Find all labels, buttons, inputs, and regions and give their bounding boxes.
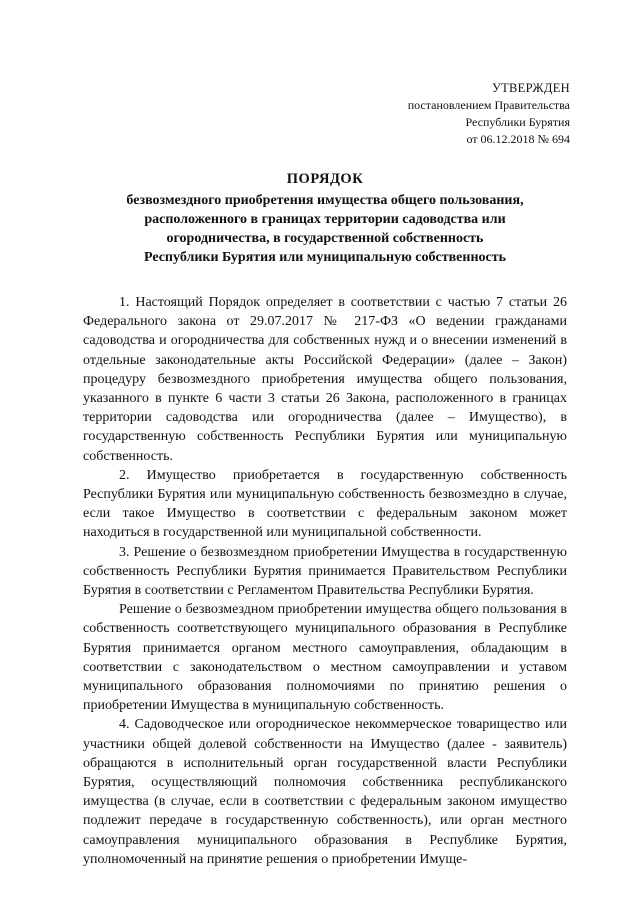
title-line-2: расположенного в границах территории садоводства или (144, 212, 506, 227)
approval-line-2: Республики Бурятия (465, 115, 570, 129)
approval-line-3: от 06.12.2018 № 694 (466, 132, 570, 146)
approval-line-1: постановлением Правительства (407, 98, 570, 112)
paragraph-4: Решение о безвозмездном приобретении имущества общего пользования в собственность соответствующего муниципального образования в Республике Бурятия принимается органом местного самоуправления, обладающим в соответствии с законодательством о местном самоуправлении и уставом муниципального образования полномочиями по принятию решения о приобретении Имущества в муниципальную собственность. (83, 602, 567, 714)
document-title: ПОРЯДОК (286, 171, 364, 187)
title-line-4: Республики Бурятия или муниципальную собственность (143, 250, 507, 265)
document-body (83, 293, 567, 869)
paragraph-1: 1. Настоящий Порядок определяет в соответствии с частью 7 статьи 26 Федерального закона от 29.07.2017 № 217-ФЗ «О ведении гражданами садоводства и огородничества для собственных нужд и о внесении изменений в отдельные законодательные акты Российской Федерации» (далее – Закон) процедуру безвозмездного приобретения имущества общего пользования, указанного в пункте 6 части 3 статьи 26 Закона, расположенного в границах территории садоводства или огородничества (далее – Имущество), в государственную собственность Республики Бурятия или муниципальную собственность. (83, 295, 567, 464)
paragraph-2: 2. Имущество приобретается в государственную собственность Республики Бурятия или муниципальную собственность безвозмездно в случае, если такое Имущество в соответствии с федеральным законом может находиться в государственной или муниципальной собственности. (83, 467, 567, 541)
paragraph-5: 4. Садоводческое или огородническое некоммерческое товарищество или участники общей долевой собственности на Имущество (далее - заявитель) обращаются в исполнительный орган государственной власти Республики Бурятия, осуществляющий полномочия собственника республиканского имущества (в случае, если в соответствии с федеральным законом имущество подлежит передаче в государственную собственность), или орган местного самоуправления муниципального образования в Республике Бурятия, уполномоченный на принятие решения о приобретении Имуще- (83, 717, 567, 867)
approval-heading: УТВЕРЖДЕН (491, 81, 570, 95)
paragraph-3: 3. Решение о безвозмездном приобретении Имущества в государственную собственность Республики Бурятия принимается Правительством Республики Бурятия в соответствии с Регламентом Правительства Республики Бурятия. (83, 544, 567, 599)
approval-stamp-block (408, 80, 570, 148)
title-line-1: безвозмездного приобретения имущества общего пользования, (126, 193, 524, 208)
document-title-block (60, 170, 590, 267)
title-line-3: огородничества, в государственной собственность (166, 231, 484, 246)
